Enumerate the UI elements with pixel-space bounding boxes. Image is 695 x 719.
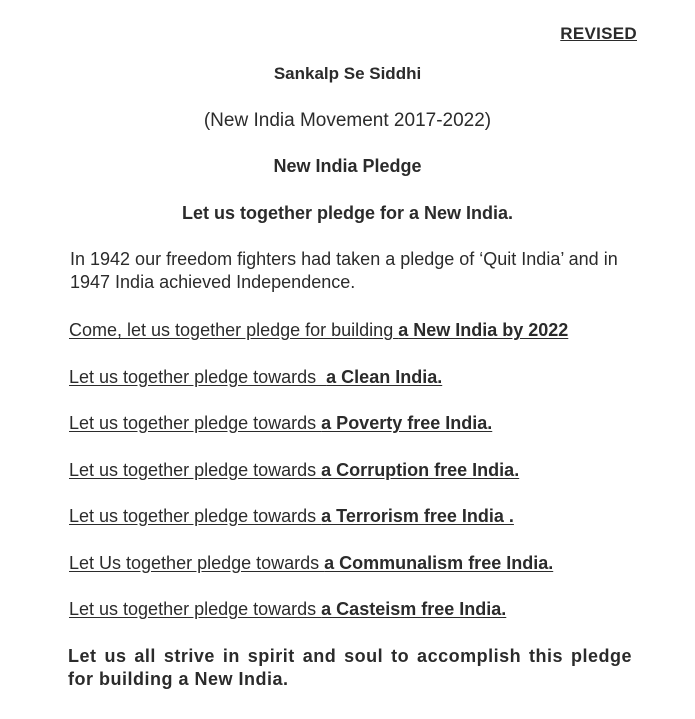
- pledge-line: [69, 458, 669, 505]
- pledge-emphasis: a Casteism free India.: [321, 599, 507, 619]
- intro-paragraph: In 1942 our freedom fighters had taken a pledge of ‘Quit India’ and in 1947 India achieved Independence.: [70, 249, 618, 292]
- pledge-line: [69, 318, 669, 365]
- revised-label: REVISED: [560, 24, 637, 43]
- pledge-emphasis: a Terrorism free India .: [321, 506, 514, 526]
- pledge-line: [69, 411, 669, 458]
- pledge-prefix: Let us together pledge towards: [69, 459, 322, 480]
- pledge-prefix: Let us together pledge towards: [69, 599, 322, 619]
- pledge-emphasis: a Corruption free India.: [321, 459, 520, 480]
- pledge-line: [69, 597, 669, 644]
- pledge-prefix: Let us together pledge towards: [69, 413, 322, 433]
- pledge-prefix: Come, let us together pledge for building: [69, 320, 399, 340]
- pledge-emphasis: a Clean India.: [326, 366, 443, 387]
- pledge-emphasis: a New India by 2022: [398, 320, 569, 340]
- pledge-emphasis: a Communalism free India.: [324, 552, 554, 573]
- pledge-line: [69, 551, 669, 598]
- pledge-list: [69, 318, 669, 644]
- pledge-title: New India Pledge: [273, 156, 422, 176]
- pledge-prefix: Let us together pledge towards: [69, 506, 322, 526]
- pledge-line: [69, 365, 669, 412]
- closing-paragraph: Let us all strive in spirit and soul to accomplish this pledge for building a New India.: [68, 646, 632, 689]
- pledge-line: [69, 504, 669, 551]
- movement-subtitle: (New India Movement 2017-2022): [203, 110, 492, 131]
- pledge-prefix: Let us together pledge towards: [69, 366, 327, 387]
- pledge-prefix: Let Us together pledge towards: [69, 552, 325, 573]
- pledge-emphasis: a Poverty free India.: [321, 413, 493, 433]
- scheme-name: Sankalp Se Siddhi: [273, 64, 422, 83]
- pledge-subtitle: Let us together pledge for a New India.: [181, 203, 514, 223]
